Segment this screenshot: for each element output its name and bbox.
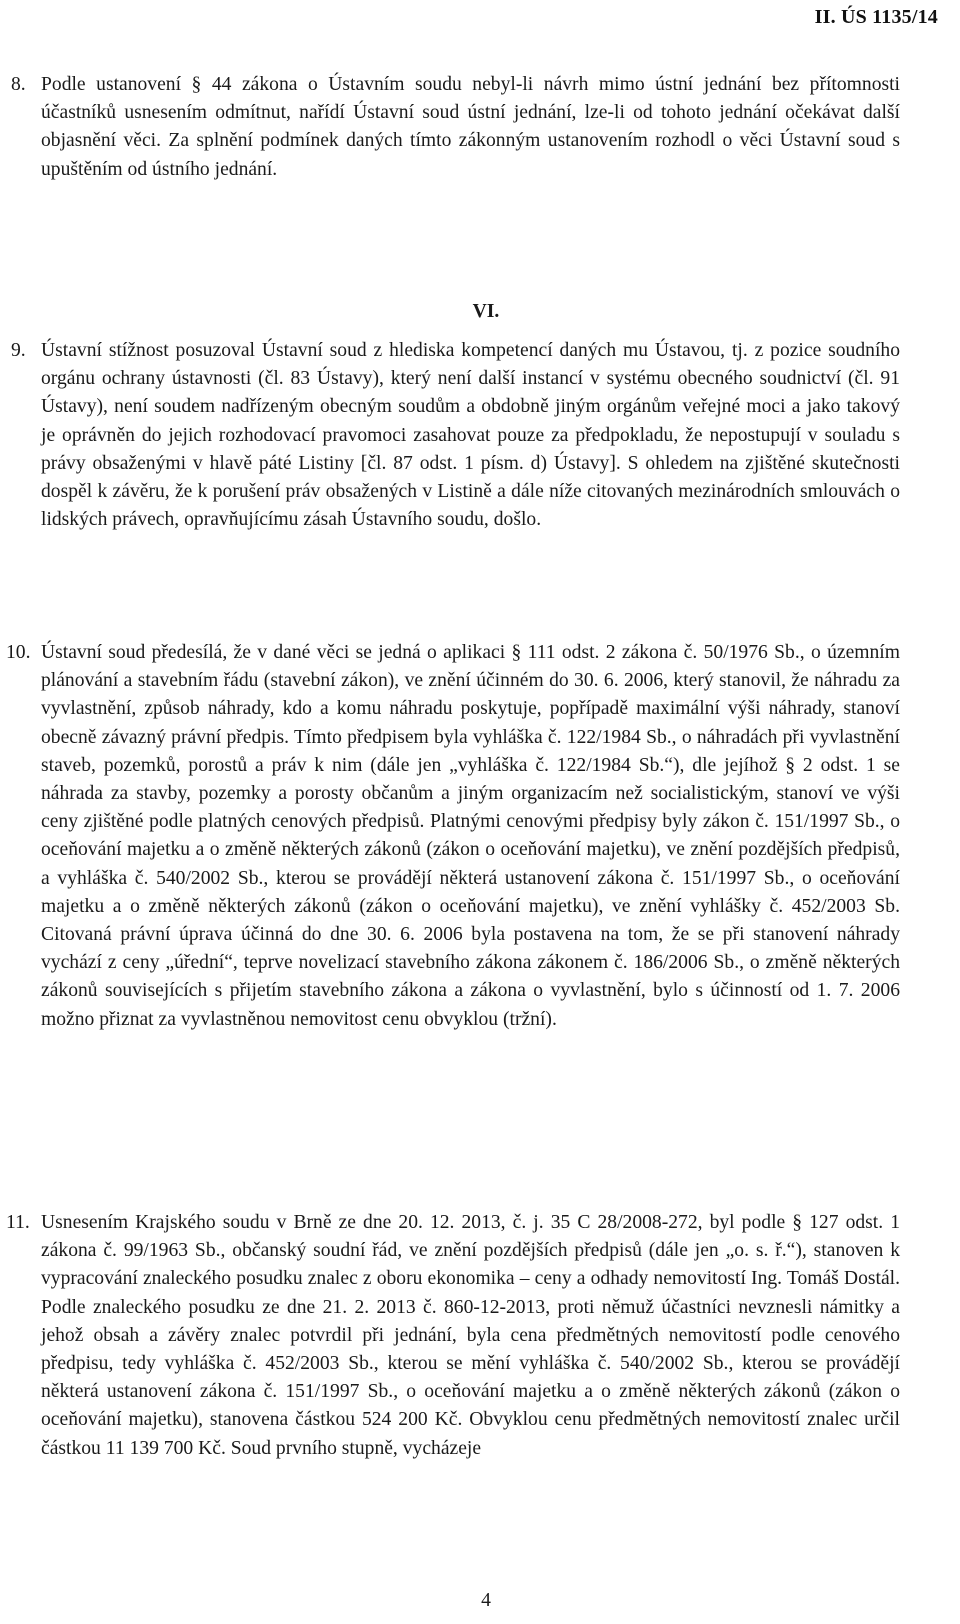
paragraph-text: Ústavní stížnost posuzoval Ústavní soud z hlediska kompetencí daných mu Ústavou, tj. z pozice soudního orgánu ochrany ústavnosti (čl. 83 Ústavy), který není další instancí v systému obecného soudnictví (čl. 91 Ústavy), není soudem nadřízeným obecným soudům a obdobně jiným orgánům veřejné moci a jako takový je oprávněn do jejich rozhodovací pravomoci zasahovat pouze za předpokladu, že nepostupují v souladu s právy obsaženými v hlavě páté Listiny [čl. 87 odst. 1 písm. d) Ústavy]. S ohledem na zjištěné skutečnosti dospěl k závěru, že k porušení práv obsažených v Listině a dále níže citovaných mezinárodních smlouvách o lidských právech, opravňujícímu zásah Ústavního soudu, došlo. (41, 340, 900, 531)
paragraph-text: Usnesením Krajského soudu v Brně ze dne 20. 12. 2013, č. j. 35 C 28/2008-272, byl podle § 127 odst. 1 zákona č. 99/1963 Sb., občanský soudní řád, ve znění pozdějších předpisů (dále jen „o. s. ř.“), stanoven k vypracování znaleckého posudku znalec z oboru ekonomika – ceny a odhady nemovitostí Ing. Tomáš Dostál. Podle znaleckého posudku ze dne 21. 2. 2013 č. 860-12-2013, proti němuž účastníci nevznesli námitky a jehož obsah a závěry znalec potvrdil při jednání, byla cena předmětných nemovitostí podle cenového předpisu, tedy vyhláška č. 452/2003 Sb., kterou se mění vyhláška č. 540/2002 Sb., kterou se provádějí některá ustanovení zákona č. 151/1997 Sb., o oceňování majetku a o změně některých zákonů (zákon o oceňování majetku), stanovena částkou 524 200 Kč. Obvyklou cenu předmětných nemovitostí znalec určil částkou 11 139 700 Kč. Soud prvního stupně, vycházeje (41, 1212, 900, 1459)
paragraph-number: 10. (6, 642, 31, 663)
paragraph-text: Ústavní soud předesílá, že v dané věci se jedná o aplikaci § 111 odst. 2 zákona č. 50/1976 Sb., o územním plánování a stavebním řádu (stavební zákon), ve znění účinném do 30. 6. 2006, který stanovil, že náhradu za vyvlastnění, způsob náhrady, kdo a komu náhradu poskytuje, popřípadě maximální výši náhrady, stanoví obecně závazný právní předpis. Tímto předpisem byla vyhláška č. 122/1984 Sb., o náhradách při vyvlastnění staveb, pozemků, porostů a práv k nim (dále jen „vyhláška č. 122/1984 Sb.“), dle jejíhož § 2 odst. 1 se náhrada za stavby, pozemky a porosty občanům a jiným organizacím než socialistickým, stanoví ve výši ceny zjištěné podle platných cenových předpisů. Platnými cenovými předpisy byly zákon č. 151/1997 Sb., o oceňování majetku a o změně některých zákonů (zákon o oceňování majetku), ve znění pozdějších předpisů, a vyhláška č. 540/2002 Sb., kterou se provádějí některá ustanovení zákona č. 151/1997 Sb., o oceňování majetku a o změně některých zákonů (zákon o oceňování majetku), ve znění vyhlášky č. 452/2003 Sb. Citovaná právní úprava účinná do dne 30. 6. 2006 byla postavena na tom, že se při stanovení náhrady vychází z ceny „úřední“, teprve novelizací stavebního zákona zákonem č. 186/2006 Sb., o změně některých zákonů souvisejících s přijetím stavebního zákona a zákona o vyvlastnění, bylo s účinností od 1. 7. 2006 možno přiznat za vyvlastněnou nemovitost cenu obvyklou (tržní). (41, 642, 900, 1030)
page-number: 4 (481, 1590, 491, 1611)
case-reference: II. ÚS 1135/14 (814, 6, 938, 28)
paragraph-number: 9. (11, 340, 26, 361)
paragraph-number: 8. (11, 74, 26, 95)
paragraph-9 (0, 337, 900, 534)
paragraph-8 (0, 71, 900, 184)
paragraph-10 (0, 639, 900, 1034)
paragraph-text: Podle ustanovení § 44 zákona o Ústavním soudu nebyl-li návrh mimo ústní jednání bez přítomnosti účastníků usnesením odmítnut, nařídí Ústavní soud ústní jednání, lze-li od tohoto jednání očekávat další objasnění věci. Za splnění podmínek daných tímto zákonným ustanovením rozhodl o věci Ústavní soud s upuštěním od ústního jednání. (41, 74, 900, 180)
section-heading: VI. (472, 301, 500, 322)
paragraph-number: 11. (6, 1212, 30, 1233)
paragraph-11 (0, 1209, 900, 1463)
